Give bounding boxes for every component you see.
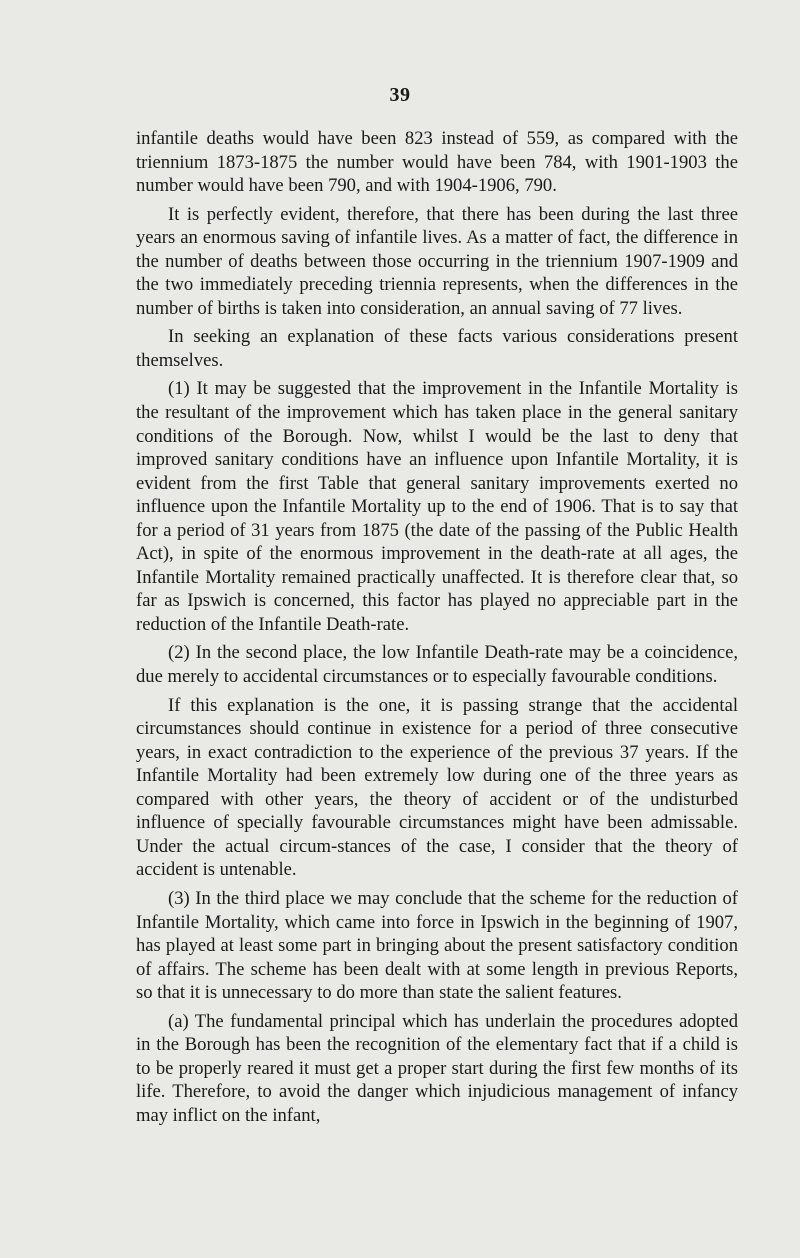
paragraph-fundamental-principal: (a) The fundamental principal which has underlain the procedures adopted in the Borough has been the recognition of the elementary fact that if a child is to be properly reared it must get a proper start during the first few months of its life. Therefore, to avoid the danger which injudicious management of infancy may inflict on the infant, bbox=[136, 1010, 738, 1126]
paragraph-saving-of-lives: It is perfectly evident, therefore, that there has been during the last three years an enormous saving of infantile lives. As a matter of fact, the difference in the number of deaths between those occurring in the triennium 1907-1909 and the two immediately preceding triennia represents, when the differences in the number of births is taken into consideration, an annual saving of 77 lives. bbox=[136, 203, 738, 319]
paragraph-accident-theory: If this explanation is the one, it is passing strange that the accidental circumstances should continue in existence for a period of three consecutive years, in exact contradiction to the experience of the previous 37 years. If the Infantile Mortality had been extremely low during one of the three years as compared with other years, the theory of accident or of the undisturbed influence of specially favourable circumstances might have been admissable. Under the actual circum-stances of the case, I consider that the theory of accident is untenable. bbox=[136, 694, 738, 881]
paragraph-coincidence: (2) In the second place, the low Infantile Death-rate may be a coincidence, due merely to accidental circumstances or to especially favourable conditions. bbox=[136, 642, 738, 688]
paragraph-continuation: infantile deaths would have been 823 instead of 559, as compared with the triennium 1873-1875 the number would have been 784, with 1901-1903 the number would have been 790, and with 1904-1906, 790. bbox=[136, 128, 738, 197]
paragraph-sanitary-conditions: (1) It may be suggested that the improvement in the Infantile Mortality is the resultant of the improvement which has taken place in the general sanitary conditions of the Borough. Now, whilst I would be the last to deny that improved sanitary conditions have an influence upon Infantile Mortality, it is evident from the first Table that general sanitary improvements exerted no influence upon the Infantile Mortality up to the end of 1906. That is to say that for a period of 31 years from 1875 (the date of the passing of the Public Health Act), in spite of the enormous improvement in the death-rate at all ages, the Infantile Mortality remained practically unaffected. It is therefore clear that, so far as Ipswich is concerned, this factor has played no appreciable part in the reduction of the Infantile Death-rate. bbox=[136, 378, 738, 635]
paragraph-scheme: (3) In the third place we may conclude that the scheme for the reduction of Infantile Mortality, which came into force in Ipswich in the beginning of 1907, has played at least some part in bringing about the present satisfactory condition of affairs. The scheme has been dealt with at some length in previous Reports, so that it is unnecessary to do more than state the salient features. bbox=[136, 887, 738, 1004]
paragraph-considerations: In seeking an explanation of these facts various considerations present themselves. bbox=[136, 326, 738, 371]
body-text bbox=[136, 127, 738, 1132]
page-number: 39 bbox=[389, 84, 411, 106]
